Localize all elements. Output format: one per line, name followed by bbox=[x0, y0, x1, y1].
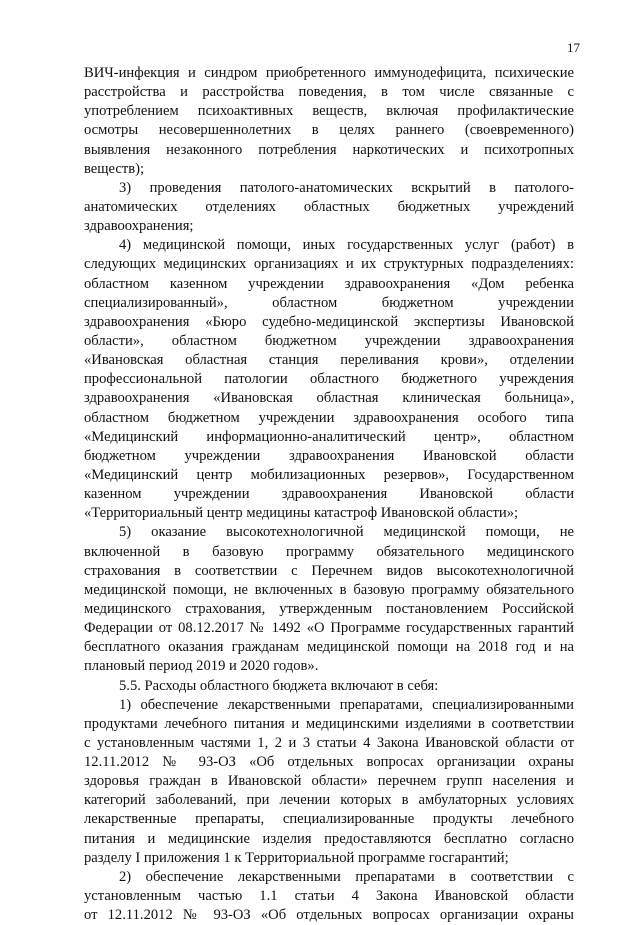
text-line: области», областном бюджетном учреждении здравоохранения bbox=[84, 332, 574, 349]
text-line: бесплатного оказания гражданам медицинской помощи на 2018 год и на bbox=[84, 639, 574, 656]
text-line: Федерации от 08.12.2017 № 1492 «О Программе государственных гарантий bbox=[84, 620, 574, 637]
text-line: страхования в соответствии с Перечнем видов высокотехнологичной bbox=[84, 562, 574, 579]
text-line: с установленным частями 1, 2 и 3 статьи 4 Закона Ивановской области от bbox=[84, 734, 574, 751]
text-line: бюджетном учреждении здравоохранения Ивановской области bbox=[84, 447, 574, 464]
text-line: установленным частью 1.1 статьи 4 Закона Ивановской области bbox=[84, 888, 574, 905]
text-line: 5) оказание высокотехнологичной медицинской помощи, не bbox=[119, 524, 574, 541]
text-line: включенной в базовую программу обязательного медицинского bbox=[84, 543, 574, 560]
text-line: лекарственные препараты, специализированные продукты лечебного bbox=[84, 811, 574, 828]
text-line: 4) медицинской помощи, иных государственных услуг (работ) в bbox=[119, 237, 574, 254]
text-line: продуктами лечебного питания и медицинскими изделиями в соответствии bbox=[84, 715, 574, 732]
text-line: выявления незаконного потребления наркотических и психотропных bbox=[84, 141, 574, 158]
text-line: медицинского страхования, утвержденным постановлением Российской bbox=[84, 600, 574, 617]
text-line: здравоохранения «Бюро судебно-медицинской экспертизы Ивановской bbox=[84, 313, 574, 330]
text-line: медицинской помощи, не включенных в базовую программу обязательного bbox=[84, 581, 574, 598]
text-line: здоровья граждан в Ивановской области» перечнем групп населения и bbox=[84, 773, 574, 790]
text-line: областном казенном учреждении здравоохранения «Дом ребенка bbox=[84, 275, 574, 292]
text-line: плановый период 2019 и 2020 годов». bbox=[84, 658, 319, 675]
text-line: «Территориальный центр медицины катастроф Ивановской области»; bbox=[84, 505, 519, 522]
text-line: «Медицинский информационно-аналитический центр», областном bbox=[84, 428, 574, 445]
page-number: 17 bbox=[567, 40, 580, 55]
text-line: питания и медицинские изделия предоставляются бесплатно согласно bbox=[84, 830, 574, 847]
text-line: 3) проведения патолого-анатомических вскрытий в патолого- bbox=[119, 179, 574, 196]
text-line: следующих медицинских организациях и их структурных подразделениях: bbox=[84, 256, 574, 273]
text-line: разделу I приложения 1 к Территориальной программе госгарантий; bbox=[84, 849, 509, 866]
text-line: от 12.11.2012 № 93-ОЗ «Об отдельных вопросах организации охраны bbox=[84, 907, 574, 924]
text-line: областном бюджетном учреждении здравоохранения особого типа bbox=[84, 409, 574, 426]
text-line: «Ивановская областная станция переливания крови», отделении bbox=[84, 352, 574, 369]
text-line: категорий заболеваний, при лечении которых в амбулаторных условиях bbox=[84, 792, 574, 809]
text-line: «Медицинский центр мобилизационных резервов», Государственном bbox=[84, 466, 574, 483]
text-line: расстройства и расстройства поведения, в том числе связанные с bbox=[84, 84, 574, 101]
text-line: специализированный», областном бюджетном учреждении bbox=[84, 294, 574, 311]
text-line: 5.5. Расходы областного бюджета включают в себя: bbox=[119, 677, 439, 694]
text-line: 1) обеспечение лекарственными препаратами, специализированными bbox=[119, 696, 574, 713]
text-line: 12.11.2012 № 93-ОЗ «Об отдельных вопросах организации охраны bbox=[84, 754, 574, 771]
text-line: казенном учреждении здравоохранения Ивановской области bbox=[84, 486, 574, 503]
text-line: 2) обеспечение лекарственными препаратами в соответствии с bbox=[119, 868, 574, 885]
text-line: ВИЧ-инфекция и синдром приобретенного иммунодефицита, психические bbox=[84, 65, 574, 81]
text-line: здравоохранения; bbox=[84, 218, 194, 235]
text-line: профессиональной патологии областного бюджетного учреждения bbox=[84, 371, 574, 388]
text-line: осмотры несовершеннолетних в целях раннего (своевременного) bbox=[84, 122, 574, 139]
text-line: анатомических отделениях областных бюджетных учреждений bbox=[84, 198, 574, 215]
text-line: веществ); bbox=[84, 160, 145, 177]
document-body bbox=[84, 64, 574, 925]
text-line: употреблением психоактивных веществ, включая профилактические bbox=[84, 103, 574, 120]
text-line: здравоохранения «Ивановская областная клиническая больница», bbox=[84, 390, 574, 407]
